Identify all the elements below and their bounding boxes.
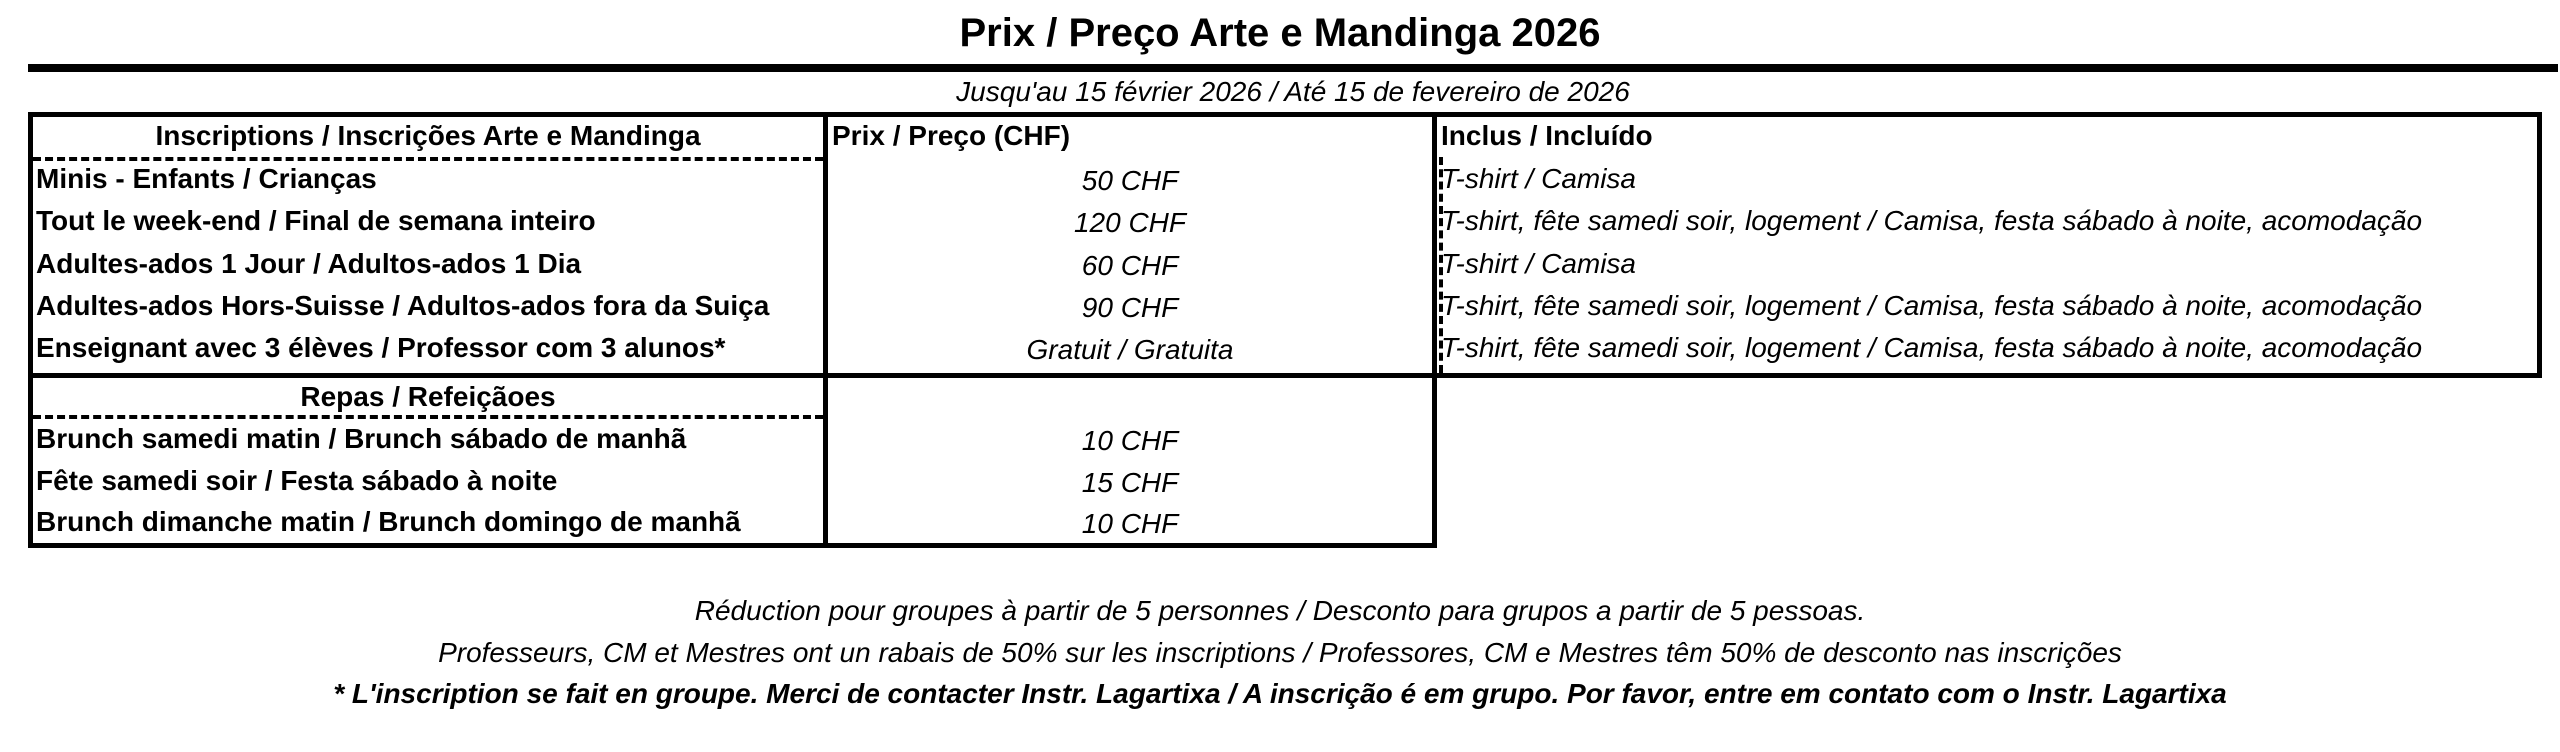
- included-header: Inclus / Incluído: [1441, 120, 1653, 151]
- row-label: Adultes-ados 1 Jour / Adultos-ados 1 Dia: [36, 248, 582, 279]
- group-registration-note: * L'inscription se fait en groupe. Merci de contacter Instr. Lagartixa / A inscrição é em grupo. Por favor, entre em contato com o Instr. Lagartixa: [333, 678, 2227, 709]
- meals-header: Repas / Refeiçãoes: [300, 381, 556, 412]
- row-label: Tout le week-end / Final de semana inteiro: [36, 205, 596, 236]
- row-price: 15 CHF: [1081, 467, 1179, 498]
- column-divider-price-included: [1432, 112, 1437, 378]
- row-price: 10 CHF: [1081, 425, 1179, 456]
- row-included: T-shirt / Camisa: [1441, 163, 1637, 194]
- title-divider: [28, 64, 2558, 72]
- row-label: Adultes-ados Hors-Suisse / Adultos-ados fora da Suiça: [36, 290, 770, 321]
- row-label: Enseignant avec 3 élèves / Professor com 3 alunos*: [36, 332, 726, 363]
- page-title: Prix / Preço Arte e Mandinga 2026: [959, 11, 1601, 55]
- inscriptions-header: Inscriptions / Inscrições Arte e Mandinga: [155, 120, 701, 151]
- row-included: T-shirt, fête samedi soir, logement / Camisa, festa sábado à noite, acomodação: [1441, 332, 2423, 363]
- deadline-subtitle: Jusqu'au 15 février 2026 / Até 15 de fevereiro de 2026: [956, 76, 1630, 107]
- price-header: Prix / Preço (CHF): [832, 120, 1071, 151]
- row-label: Brunch samedi matin / Brunch sábado de manhã: [36, 423, 687, 454]
- row-included: T-shirt / Camisa: [1441, 248, 1637, 279]
- row-included: T-shirt, fête samedi soir, logement / Camisa, festa sábado à noite, acomodação: [1441, 290, 2423, 321]
- row-label: Fête samedi soir / Festa sábado à noite: [36, 465, 558, 496]
- teacher-discount-note: Professeurs, CM et Mestres ont un rabais de 50% sur les inscriptions / Professores, CM e Mestres têm 50% de desconto nas inscrições: [438, 637, 2122, 668]
- row-price: 90 CHF: [1081, 292, 1179, 323]
- row-price: 120 CHF: [1073, 207, 1187, 238]
- group-discount-note: Réduction pour groupes à partir de 5 personnes / Desconto para grupos a partir de 5 pessoas.: [694, 595, 1866, 626]
- row-included: T-shirt, fête samedi soir, logement / Camisa, festa sábado à noite, acomodação: [1441, 205, 2423, 236]
- row-price: Gratuit / Gratuita: [1026, 334, 1234, 365]
- row-price: 10 CHF: [1081, 508, 1179, 539]
- row-label: Brunch dimanche matin / Brunch domingo de manhã: [36, 506, 741, 537]
- row-price: 60 CHF: [1081, 250, 1179, 281]
- row-price: 50 CHF: [1081, 165, 1179, 196]
- row-label: Minis - Enfants / Crianças: [36, 163, 377, 194]
